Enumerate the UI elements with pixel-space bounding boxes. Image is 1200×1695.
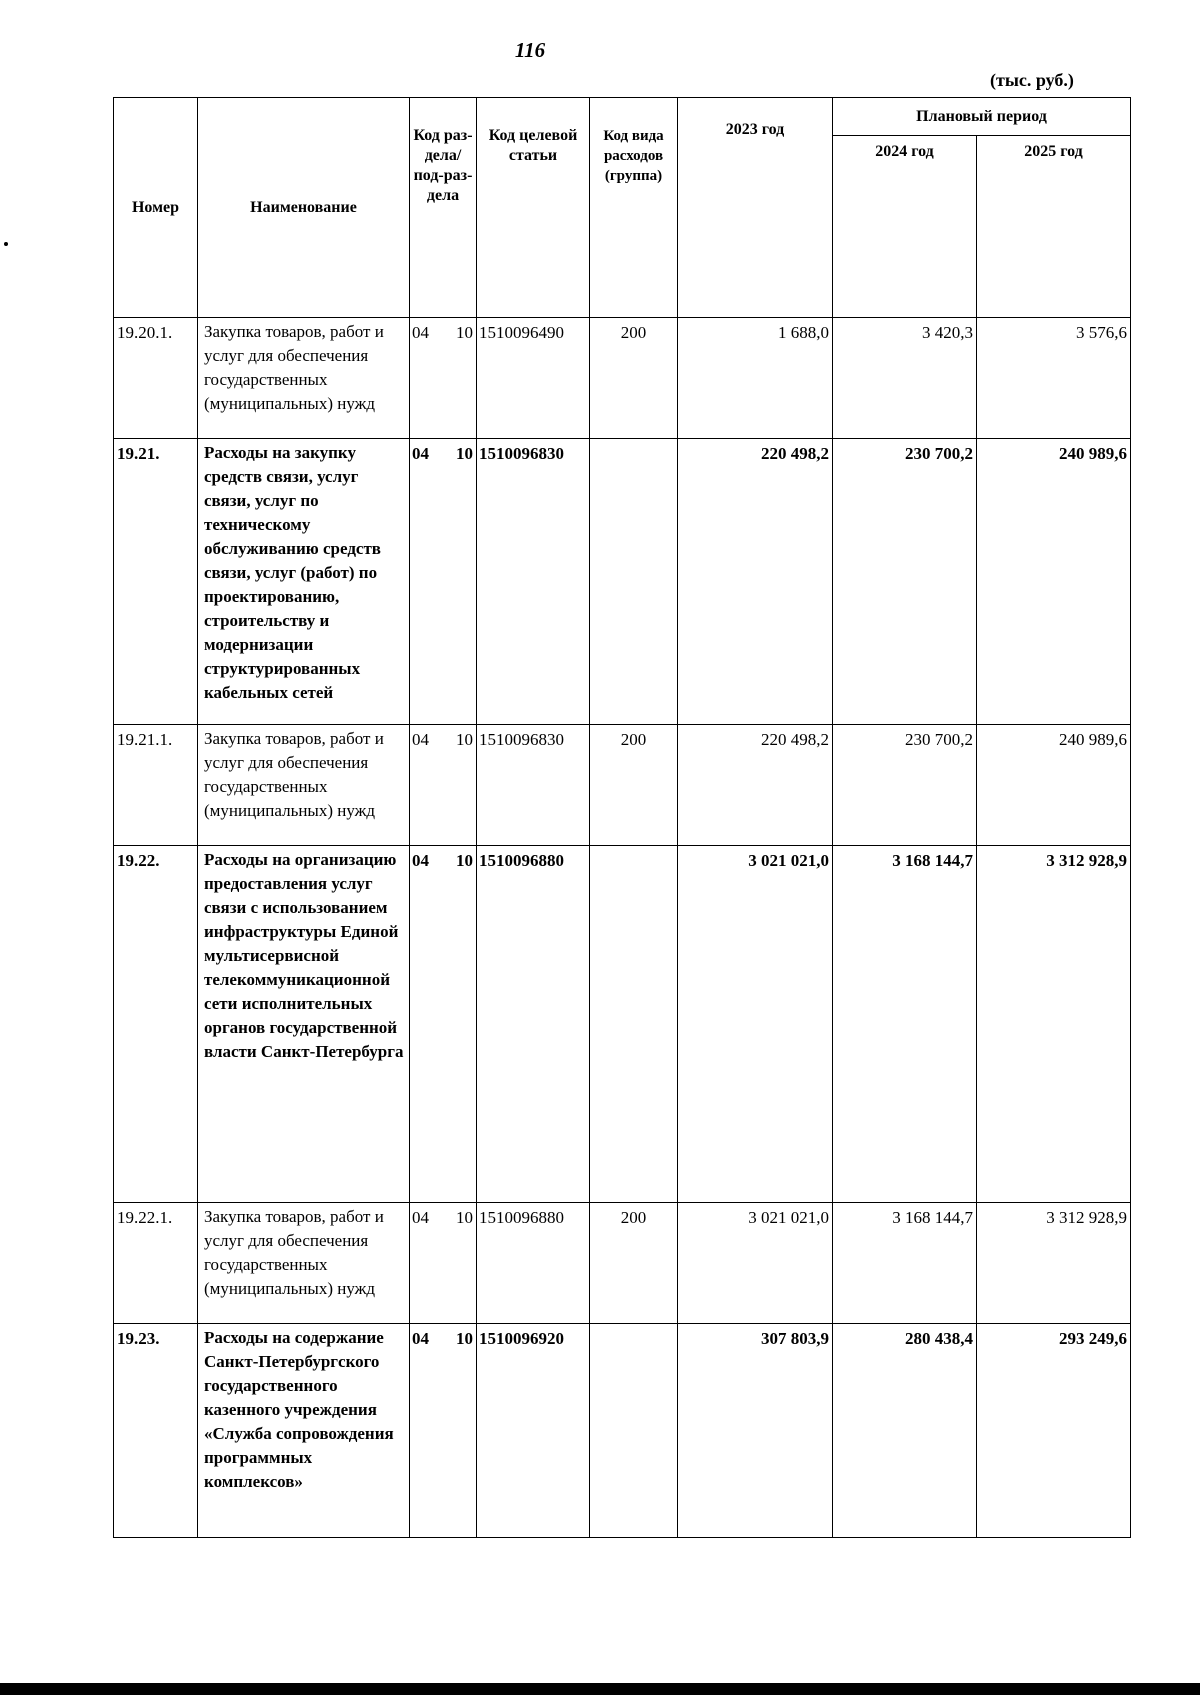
row-vid-code [590, 1324, 678, 1538]
row-vid-code: 200 [590, 1203, 678, 1324]
row-2023: 307 803,9 [678, 1324, 833, 1538]
header-name: Наименование [198, 98, 410, 318]
header-target-code: Код целевой статьи [477, 98, 590, 318]
podrazdel-code: 10 [456, 730, 473, 749]
row-target-code: 1510096830 [477, 439, 590, 725]
row-target-code: 1510096830 [477, 725, 590, 846]
row-number: 19.22. [114, 846, 198, 1203]
row-razdel [410, 725, 477, 846]
header-planned-period: Плановый период [833, 98, 1131, 136]
scan-border [0, 1683, 1200, 1695]
row-razdel [410, 318, 477, 439]
row-name: Закупка товаров, работ и услуг для обеспечения государственных (муниципальных) нужд [198, 318, 410, 439]
row-2024: 230 700,2 [833, 725, 977, 846]
units-label: (тыс. руб.) [990, 70, 1074, 90]
row-2024: 3 168 144,7 [833, 846, 977, 1203]
row-vid-code [590, 846, 678, 1203]
row-name: Расходы на организацию предоставления услуг связи с использованием инфраструктуры Единой мультисервисной телекоммуникационной сети исполнительных органов государственной власти Санкт-Петербурга [198, 846, 410, 1203]
row-2023: 3 021 021,0 [678, 846, 833, 1203]
razdel-code: 04 [412, 1329, 429, 1348]
row-2024: 3 168 144,7 [833, 1203, 977, 1324]
header-2023: 2023 год [678, 98, 833, 318]
row-2025: 3 312 928,9 [977, 846, 1131, 1203]
row-2025: 240 989,6 [977, 439, 1131, 725]
row-number: 19.20.1. [114, 318, 198, 439]
table-header [114, 98, 1131, 318]
row-vid-code: 200 [590, 318, 678, 439]
page-number: 116 [514, 38, 546, 62]
razdel-code: 04 [412, 323, 429, 342]
podrazdel-code: 10 [456, 851, 473, 870]
row-2023: 1 688,0 [678, 318, 833, 439]
table-row [114, 439, 1131, 725]
row-target-code: 1510096920 [477, 1324, 590, 1538]
row-number: 19.21.1. [114, 725, 198, 846]
row-number: 19.21. [114, 439, 198, 725]
row-razdel [410, 1324, 477, 1538]
budget-table [113, 97, 1131, 1538]
row-target-code: 1510096880 [477, 846, 590, 1203]
razdel-code: 04 [412, 1208, 429, 1227]
row-razdel [410, 1203, 477, 1324]
table-row [114, 725, 1131, 846]
row-target-code: 1510096880 [477, 1203, 590, 1324]
row-2025: 3 312 928,9 [977, 1203, 1131, 1324]
row-vid-code [590, 439, 678, 725]
row-2023: 220 498,2 [678, 725, 833, 846]
row-name: Закупка товаров, работ и услуг для обеспечения государственных (муниципальных) нужд [198, 1203, 410, 1324]
row-target-code: 1510096490 [477, 318, 590, 439]
row-2025: 3 576,6 [977, 318, 1131, 439]
header-razdel-code: Код раз-дела/ под-раз-дела [410, 98, 477, 318]
razdel-code: 04 [412, 730, 429, 749]
podrazdel-code: 10 [456, 444, 473, 463]
table-row [114, 1203, 1131, 1324]
row-number: 19.22.1. [114, 1203, 198, 1324]
header-2024: 2024 год [833, 136, 977, 318]
row-name: Расходы на закупку средств связи, услуг связи, услуг по техническому обслуживанию средств связи, услуг (работ) по проектированию, строительству и модернизации структурированных кабельных сетей [198, 439, 410, 725]
row-razdel [410, 439, 477, 725]
header-2025: 2025 год [977, 136, 1131, 318]
row-2023: 220 498,2 [678, 439, 833, 725]
table-row [114, 846, 1131, 1203]
scan-dot [4, 242, 8, 246]
header-vid-code: Код вида расходов (группа) [590, 98, 678, 318]
row-2025: 240 989,6 [977, 725, 1131, 846]
podrazdel-code: 10 [456, 323, 473, 342]
row-2024: 230 700,2 [833, 439, 977, 725]
row-2024: 280 438,4 [833, 1324, 977, 1538]
podrazdel-code: 10 [456, 1329, 473, 1348]
row-2025: 293 249,6 [977, 1324, 1131, 1538]
table-row [114, 318, 1131, 439]
row-2024: 3 420,3 [833, 318, 977, 439]
razdel-code: 04 [412, 444, 429, 463]
podrazdel-code: 10 [456, 1208, 473, 1227]
table-row [114, 1324, 1131, 1538]
header-number: Номер [114, 98, 198, 318]
row-name: Закупка товаров, работ и услуг для обеспечения государственных (муниципальных) нужд [198, 725, 410, 846]
row-vid-code: 200 [590, 725, 678, 846]
row-name: Расходы на содержание Санкт-Петербургского государственного казенного учреждения «Служба сопровождения программных комплексов» [198, 1324, 410, 1538]
row-number: 19.23. [114, 1324, 198, 1538]
row-razdel [410, 846, 477, 1203]
row-2023: 3 021 021,0 [678, 1203, 833, 1324]
razdel-code: 04 [412, 851, 429, 870]
